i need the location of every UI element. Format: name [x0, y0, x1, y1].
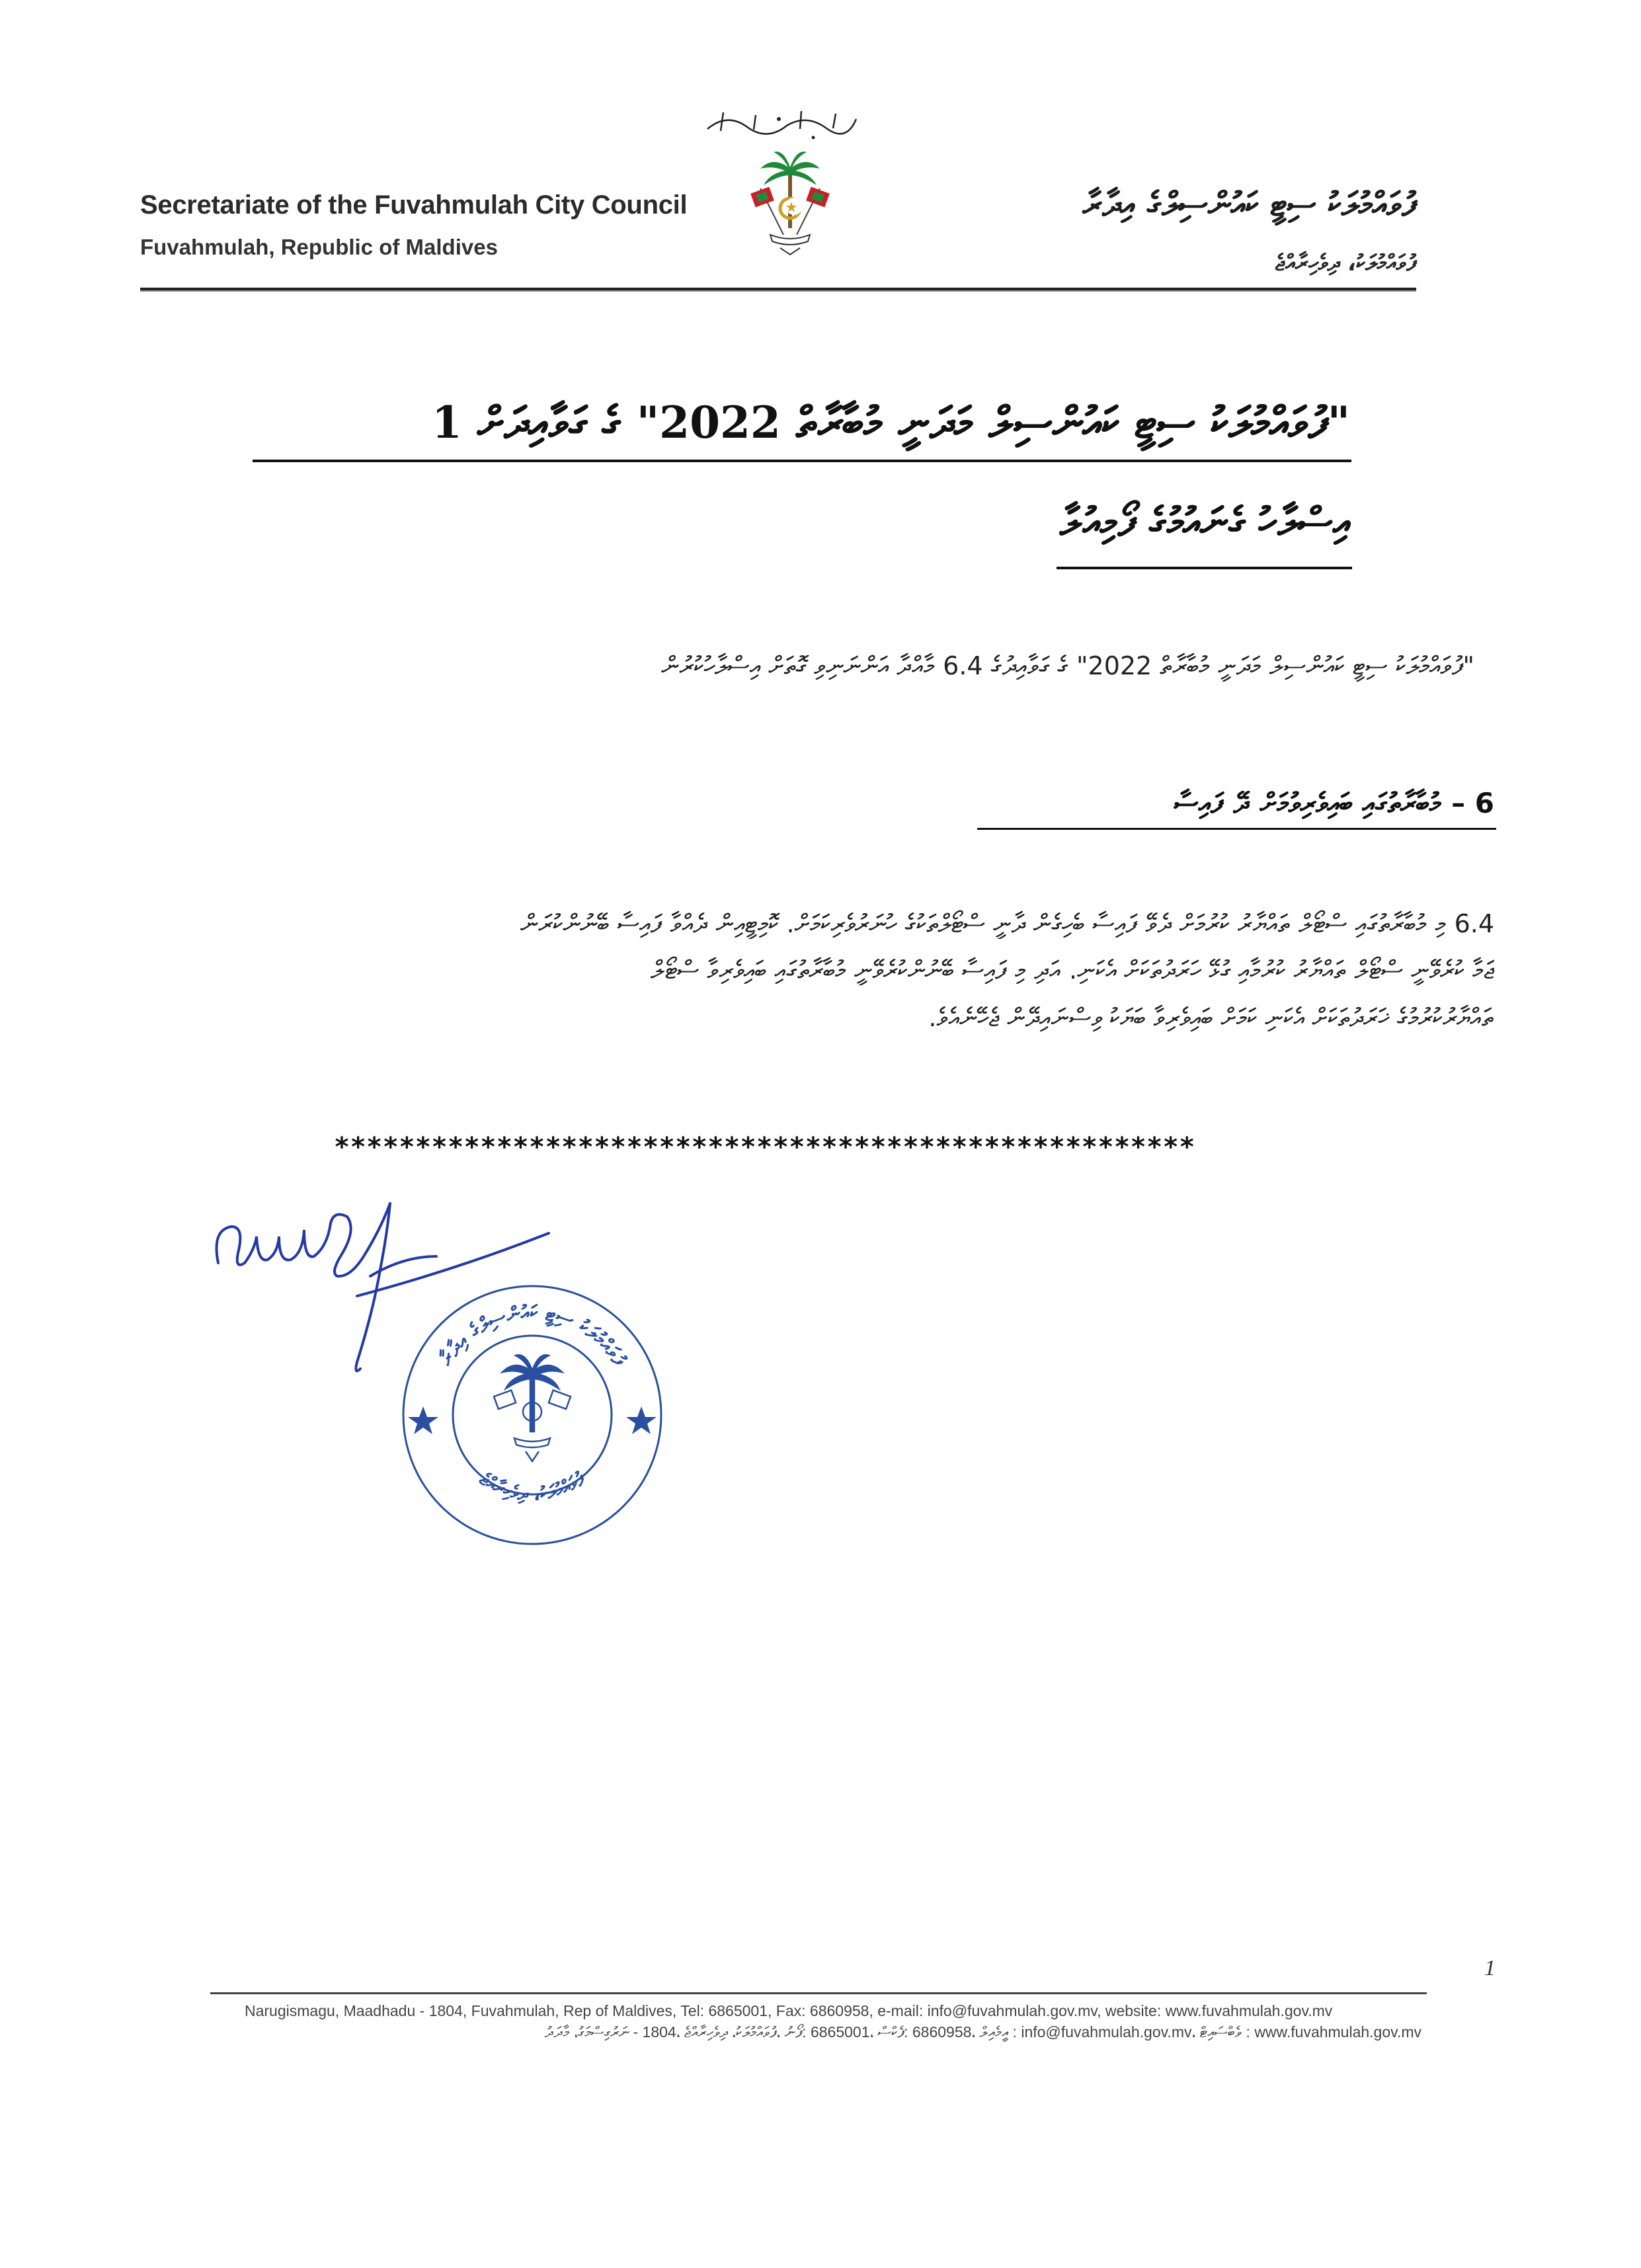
intro-text: "ފުވައްމުލަކު ސިޓީ ކައުންސިލް މަދަނީ މުބާރާތް 2022" ގެ ގަވާއިދުގެ 6.4 މާއްދާ އަންނަނިވި ގޮތަށް އިސްލާހުކުރުން [661, 651, 1474, 680]
section-number: 6 [1474, 787, 1494, 819]
paragraph-line: ޖަމާ ކުރެވޭނީ ސްޓޯލް ތައްޔާރު ކުރުމާއި ގުޅޭ ހަރަދުތަކަށް އެކަނި. އަދި މި ފައިސާ ބޭނުންކުރެވޭނީ މުބާރާތުގައި ބައިވެރިވާ ސްޓޯލް [650, 955, 1494, 985]
section-dash: – [1441, 787, 1466, 819]
title-underline-1 [253, 460, 1351, 462]
section-title: މުބާރާތުގައި ބައިވެރިވުމަށް ދޭ ފައިސާ [1174, 787, 1442, 819]
separator-stars: ***************************************************** [334, 1132, 1195, 1162]
paragraph-line: ތައްޔާރުކުރުމުގެ ޚަރަދުތަކަށް އެކަނި ކަމަށް ބައިވެރިވާ ބަޔަކު ވިސްނައިދޭން ޖެހޭނެއެވެ. [928, 1003, 1494, 1032]
footer-contact-dv: www.fuvahmulah.gov.mv : ވެބްސައިޓް ،info@fuvahmulah.gov.mv : އީމެއިލް ،6860958 :ފެކްސް ،6865001 :ފޯނު ،ފުވައްމުލަކު، ދިވެހިރާއްޖެ ،1804 - ނަރުގިސްމަގު، މާދަދު [544, 2023, 1421, 2041]
bismillah-calligraphy [701, 99, 860, 145]
svg-text:ފުވައްމުލަކު، ދިވެހިރާއްޖެ [475, 1467, 590, 1505]
organization-name-dv: ފުވައްމުލަކު ސިޓީ ކައުންސިލްގެ އިދާރާ [1082, 185, 1416, 223]
state-emblem [747, 149, 833, 261]
paragraph-line: 6.4 މި މުބާރާތުގައި ސްޓޯލް ތައްޔާރު ކުރުމަށް ދެވޭ ފައިސާ ބެހިގެން ދާނީ ސްޓޯލްތަކުގެ ހުނަރުވެރިކަމަށް. ކޮމިޓީއިން ދެއްވާ ފައިސާ ބޭނުންކުރަން [520, 909, 1494, 938]
document-title-line-1: "ފުވައްމުލަކު ސިޓީ ކައުންސިލް މަދަނީ މުބާރާތް 2022" ގެ ގަވާއިދަށް 1 [431, 397, 1350, 448]
footer-contact-en: Narugismagu, Maadhadu - 1804, Fuvahmulah, Rep of Maldives, Tel: 6865001, Fax: 6860958, e-mail: info@fuvahmulah.gov.mv, website: www.fuvahmulah.gov.mv [245, 2002, 1333, 2019]
section-heading [1174, 787, 1494, 820]
document-title-line-2: އިސްލާހު ގެނައުމުގެ ފޯމިއުލާ [1059, 499, 1350, 546]
organization-location-en: Fuvahmulah, Republic of Maldives [140, 235, 498, 259]
official-stamp [397, 1279, 668, 1551]
letterhead-divider [140, 288, 1416, 292]
stamp-top-text: ފުވައްމުލަކު ސިޓީ ކައުންސިލްގެ އިދާރާ [434, 1301, 631, 1370]
page-number: 1 [1484, 1956, 1496, 1980]
footer-divider [210, 1992, 1427, 1994]
stamp-bottom-text: ފުވައްމުލަކު، ދިވެހިރާއްޖެ [475, 1467, 589, 1506]
section-underline [977, 828, 1496, 830]
title-underline-2 [1057, 567, 1352, 569]
organization-name-en: Secretariate of the Fuvahmulah City Council [140, 190, 688, 220]
organization-location-dv: ފުވައްމުލަކު، ދިވެހިރާއްޖެ [1275, 250, 1416, 276]
